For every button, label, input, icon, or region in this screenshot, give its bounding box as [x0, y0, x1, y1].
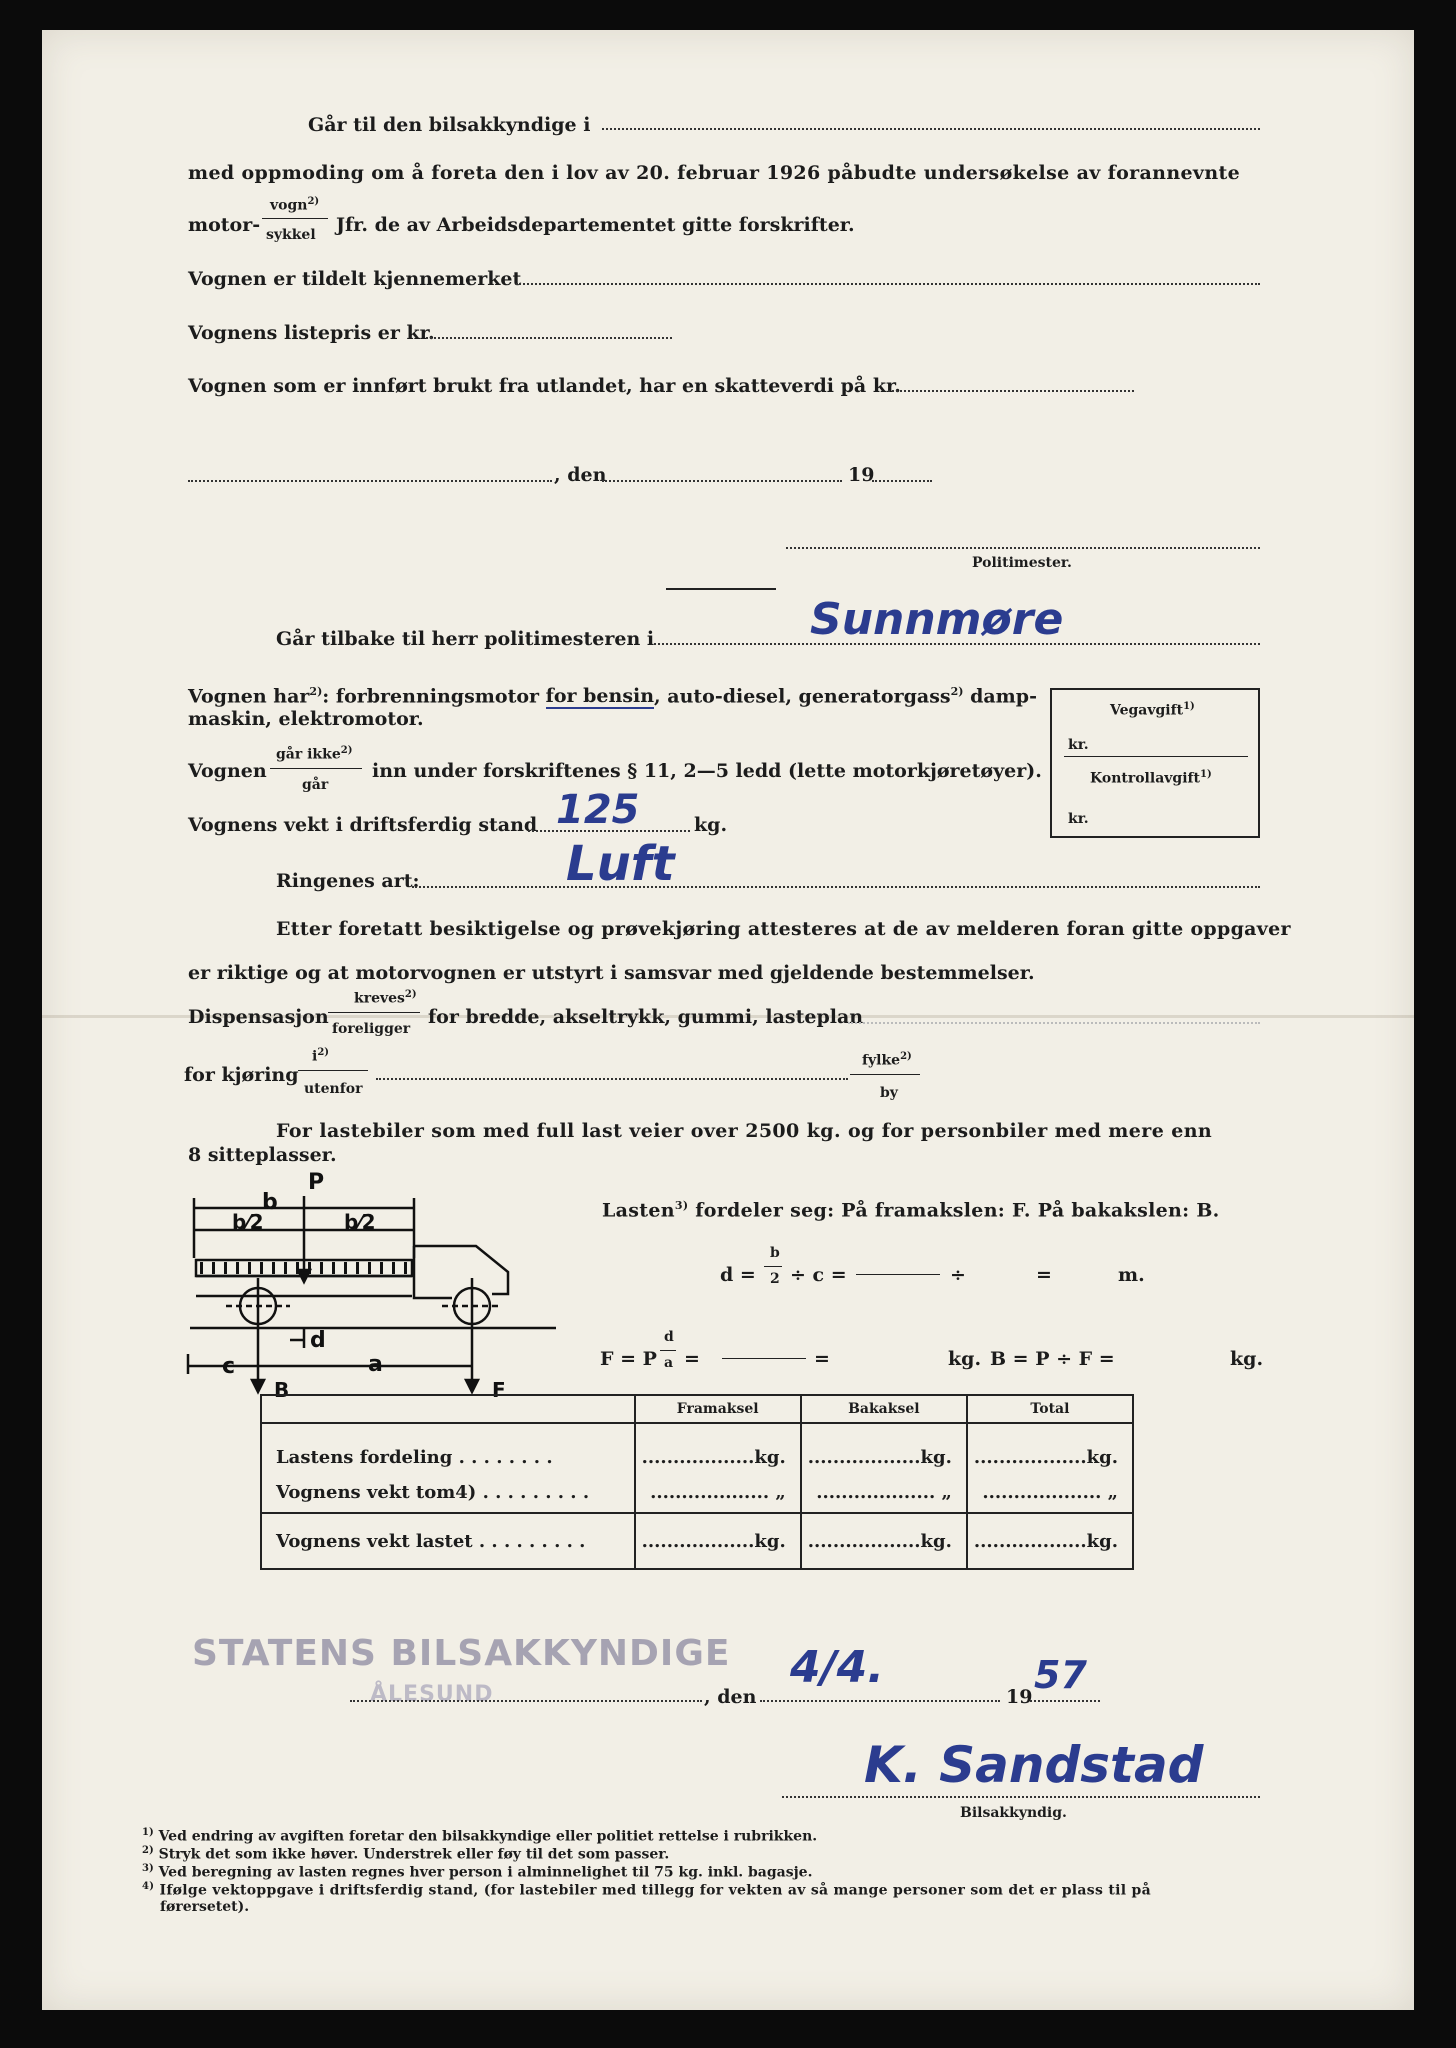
cell-value[interactable]: ..................kg.: [801, 1423, 967, 1472]
diagram-label-B: B: [274, 1378, 290, 1402]
footnote-2: $^{2)}$ Stryk det som ikke høver. Understrek eller føy til det som passer.: [142, 1845, 670, 1863]
cell-value[interactable]: ..................kg.: [967, 1423, 1133, 1472]
col-framaksel: Framaksel: [635, 1395, 801, 1423]
fraction-bar: [328, 1012, 420, 1013]
footnote-4-cont: førersetet).: [160, 1899, 250, 1915]
f-num: d: [664, 1329, 674, 1345]
engine-line1: Vognen har$^{2)}$: forbrenningsmotor for bensin, auto-diesel, generatorgass$^{2)}$ damp-: [188, 685, 1037, 708]
table-row: [261, 1423, 1133, 1472]
kjennemerke-field[interactable]: [516, 283, 1260, 285]
diagram-label-d: d: [310, 1328, 326, 1353]
cell-value[interactable]: ................... „: [635, 1472, 801, 1513]
stamp-alesund: ÅLESUND: [370, 1682, 494, 1707]
row-label: Lastens fordeling . . . . . . . .: [276, 1447, 553, 1468]
f-den: a: [664, 1355, 674, 1371]
diagram-label-b-half-left: b⁄2: [232, 1210, 264, 1234]
dispensasjon-label: Dispensasjon: [188, 1006, 329, 1028]
listepris-label: Vognens listepris er kr.: [188, 322, 435, 344]
sign-den-label: , den: [704, 1686, 757, 1708]
date-field[interactable]: [602, 480, 842, 482]
weight-unit: kg.: [694, 814, 728, 836]
fraction-bar: [262, 218, 328, 219]
handwritten-weight: 125: [556, 787, 640, 833]
dispensasjon-rest: for bredde, akseltrykk, gummi, lasteplan: [428, 1006, 864, 1028]
place-signed-field[interactable]: [188, 480, 552, 482]
tyres-label: Ringenes art:: [276, 870, 420, 892]
handwritten-signature: K. Sandstad: [864, 1736, 1204, 1794]
bilsakkyndig-signature-field[interactable]: [782, 1796, 1260, 1798]
frac-kreves: kreves$^{2)}$: [354, 989, 417, 1007]
kontrollavgift-label: Kontrollavgift$^{1)}$: [1090, 769, 1212, 787]
frac-sykkel: sykkel: [266, 227, 316, 243]
year-field[interactable]: [872, 480, 932, 482]
f-eq1: =: [684, 1348, 700, 1370]
weight-label: Vognens vekt i driftsferdig stand: [188, 814, 538, 836]
diagram-label-b: b: [262, 1190, 278, 1215]
bilsakkyndig-label: Bilsakkyndig.: [960, 1805, 1067, 1821]
frac-gar: går: [302, 777, 329, 793]
cell-value[interactable]: ..................kg.: [801, 1513, 967, 1569]
cell-value[interactable]: ..................kg.: [967, 1513, 1133, 1569]
stamp-statens-bilsakkyndige: STATENS BILSAKKYNDIGE: [192, 1633, 731, 1674]
col-bakaksel: Bakaksel: [801, 1395, 967, 1423]
year-label: 19: [848, 464, 875, 486]
row-label: Vognens vekt tom4) . . . . . . . . .: [261, 1472, 635, 1513]
cell-value[interactable]: ..................kg.: [635, 1423, 801, 1472]
skatteverdi-field[interactable]: [888, 390, 1134, 392]
request-line: med oppmoding om å foreta den i lov av 20. februar 1926 påbudte undersøkelse av forannevnte: [188, 162, 1241, 184]
cell-value[interactable]: ..................kg.: [635, 1513, 801, 1569]
lastebiler-line2: 8 sitteplasser.: [188, 1144, 337, 1166]
separator-rule: [666, 588, 776, 590]
b-unit: kg.: [1230, 1348, 1264, 1370]
load-distribution-table: [260, 1394, 1134, 1570]
frac-by: by: [880, 1085, 898, 1101]
footnote-3: $^{3)}$ Ved beregning av lasten regnes hver person i alminnelighet til 75 kg. inkl. bagasje.: [142, 1863, 813, 1881]
attest-line2: er riktige og at motorvognen er utstyrt i samsvar med gjeldende bestemmelser.: [188, 962, 1035, 984]
sign-year-label: 19: [1006, 1686, 1033, 1708]
frac-fylke: fylke$^{2)}$: [862, 1051, 912, 1069]
frac-gar-ikke: går ikke$^{2)}$: [276, 745, 353, 763]
d-blank[interactable]: [856, 1274, 940, 1275]
dispensasjon-field[interactable]: [848, 1022, 1260, 1024]
b-expr: B = P ÷ F =: [990, 1348, 1115, 1370]
lasten-line: Lasten$^{3)}$ fordeler seg: På framakslen: F. På bakakslen: B.: [602, 1199, 1220, 1222]
sign-year-field[interactable]: [1030, 1700, 1100, 1702]
f-eq2: =: [814, 1348, 830, 1370]
row-label: Vognens vekt lastet . . . . . . . . .: [276, 1530, 586, 1552]
fraction-bar: [764, 1266, 782, 1267]
regulations-ref: Jfr. de av Arbeidsdepartementet gitte forskrifter.: [336, 214, 855, 236]
f-unit: kg.: [948, 1348, 982, 1370]
kontrollavgift-kr: kr.: [1068, 811, 1089, 827]
return-label: Går tilbake til herr politimesteren i: [276, 628, 655, 650]
fees-divider: [1064, 756, 1248, 757]
d-rest: ÷ c =: [790, 1264, 847, 1286]
goes-to-label: Går til den bilsakkyndige i: [308, 114, 591, 136]
vegavgift-kr: kr.: [1068, 737, 1089, 753]
handwritten-date: 4/4.: [790, 1642, 885, 1693]
handwritten-tyres: Luft: [566, 836, 675, 892]
attest-line1: Etter foretatt besiktigelse og prøvekjøring attesteres at de av melderen foran gitte oppgaver: [276, 918, 1291, 940]
diagram-label-F: F: [492, 1378, 506, 1402]
fraction-bar: [270, 768, 362, 769]
diagram-label-P: P: [308, 1170, 325, 1195]
f-blank[interactable]: [722, 1358, 806, 1359]
fraction-bar: [660, 1350, 676, 1351]
politimester-label: Politimester.: [972, 555, 1072, 571]
diagram-label-b-half-right: b⁄2: [344, 1210, 376, 1234]
footnote-1: $^{1)}$ Ved endring av avgiften foretar den bilsakkyndige eller politiet rettelse i rubrikken.: [142, 1827, 818, 1845]
d-div: ÷: [950, 1264, 966, 1286]
cell-value[interactable]: ................... „: [967, 1472, 1133, 1513]
frac-i: $i^{2)}$: [312, 1047, 330, 1065]
light-rest: inn under forskriftenes § 11, 2—5 ledd (lette motorkjøretøyer).: [372, 760, 1042, 782]
den-label: , den: [554, 464, 607, 486]
lastebiler-line1: For lastebiler som med full last veier over 2500 kg. og for personbiler med mere enn: [276, 1120, 1213, 1142]
light-prefix: Vognen: [188, 760, 267, 782]
kjennemerke-label: Vognen er tildelt kjennemerket: [188, 268, 522, 290]
d-lhs: d =: [720, 1264, 756, 1286]
fraction-bar: [850, 1074, 920, 1075]
footnote-4: $^{4)}$ Ifølge vektoppgave i driftsferdig stand, (for lastebiler med tillegg for vekten av så mange personer som det er plass til på: [142, 1881, 1151, 1899]
skatteverdi-label: Vognen som er innført brukt fra utlandet, har en skatteverdi på kr.: [188, 375, 901, 397]
d-den: 2: [770, 1271, 780, 1287]
place-field[interactable]: [602, 128, 1260, 130]
listepris-field[interactable]: [426, 337, 672, 339]
table-row: [261, 1472, 1133, 1513]
tyres-field[interactable]: [412, 886, 1260, 888]
motor-prefix: motor-: [188, 214, 261, 236]
fraction-bar: [298, 1070, 368, 1071]
sign-date-field[interactable]: [760, 1700, 1000, 1702]
engine-line2: maskin, elektromotor.: [188, 708, 424, 730]
vegavgift-label: Vegavgift$^{1)}$: [1110, 701, 1195, 719]
d-num: b: [770, 1245, 780, 1261]
politimester-signature-field[interactable]: [786, 547, 1260, 549]
diagram-label-a: a: [368, 1352, 383, 1377]
sign-place-field[interactable]: [350, 1700, 702, 1702]
kjoring-label: for kjøring: [184, 1064, 299, 1086]
f-lhs: F = P: [600, 1348, 657, 1370]
diagram-label-c: c: [222, 1354, 236, 1379]
frac-vogn: vogn$^{2)}$: [270, 196, 320, 214]
handwritten-sunnmore: Sunnmøre: [810, 594, 1064, 645]
table-row: [261, 1513, 1133, 1569]
handwritten-year: 57: [1034, 1653, 1087, 1697]
cell-value[interactable]: ................... „: [801, 1472, 967, 1513]
col-total: Total: [967, 1395, 1133, 1423]
d-unit: m.: [1118, 1264, 1145, 1286]
frac-utenfor: utenfor: [304, 1081, 363, 1097]
kjoring-field[interactable]: [376, 1078, 848, 1080]
d-eq: =: [1036, 1264, 1052, 1286]
frac-foreligger: foreligger: [332, 1021, 411, 1037]
